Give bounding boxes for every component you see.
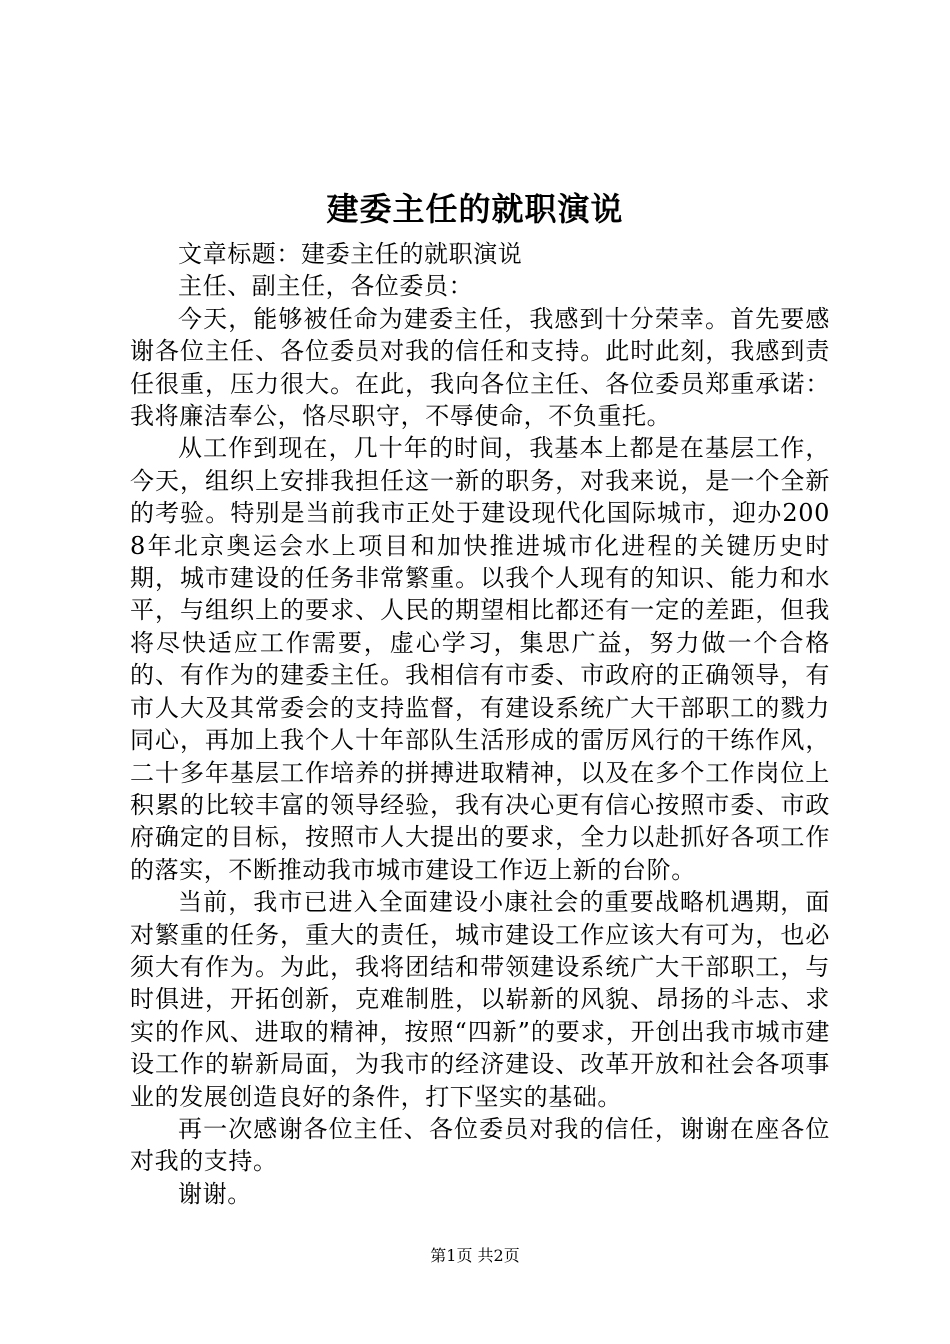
paragraph-experience: 从工作到现在，几十年的时间，我基本上都是在基层工作，今天，组织上安排我担任这一新的职务，对我来说，是一个全新的考验。特别是当前我市正处于建设现代化国际城市，迎办2008年北京奥运会水上项目和加快推进城市化进程的关键历史时期，城市建设的任务非常繁重。以我个人现有的知识、能力和水平，与组织上的要求、人民的期望相比都还有一定的差距，但我将尽快适应工作需要，虚心学习，集思广益，努力做一个合格的、有作为的建委主任。我相信有市委、市政府的正确领导，有市人大及其常委会的支持监督，有建设系统广大干部职工的戮力同心，再加上我个人十年部队生活形成的雷厉风行的干练作风，二十多年基层工作培养的拼搏进取精神，以及在多个工作岗位上积累的比较丰富的领导经验，我有决心更有信心按照市委、市政府确定的目标，按照市人大提出的要求，全力以赴抓好各项工作的落实，不断推动我市城市建设工作迈上新的台阶。 [130,434,830,884]
article-title-line: 文章标题：建委主任的就职演说 [178,240,523,268]
document-title: 建委主任的就职演说 [326,190,624,228]
salutation: 主任、副主任，各位委员： [178,272,474,301]
page-footer: 第1页 共2页 [430,1246,520,1265]
paragraph-opening: 今天，能够被任命为建委主任，我感到十分荣幸。首先要感谢各位主任、各位委员对我的信任和支持。此时此刻，我感到责任很重，压力很大。在此，我向各位主任、各位委员郑重承诺：我将廉洁奉公，恪尽职守，不辱使命，不负重托。 [130,304,830,431]
document-body [130,238,830,1210]
paragraph-outlook: 当前，我市已进入全面建设小康社会的重要战略机遇期，面对繁重的任务，重大的责任，城市建设工作应该大有可为，也必须大有作为。为此，我将团结和带领建设系统广大干部职工，与时俱进，开拓创新，克难制胜，以崭新的风貌、昂扬的斗志、求实的作风、进取的精神，按照“四新”的要求，开创出我市城市建设工作的崭新局面，为我市的经济建设、改革开放和社会各项事业的发展创造良好的条件，打下坚实的基础。 [130,888,830,1111]
paragraph-thanks: 再一次感谢各位主任、各位委员对我的信任，谢谢在座各位对我的支持。 [130,1114,830,1176]
paragraph-closing: 谢谢。 [178,1179,252,1208]
